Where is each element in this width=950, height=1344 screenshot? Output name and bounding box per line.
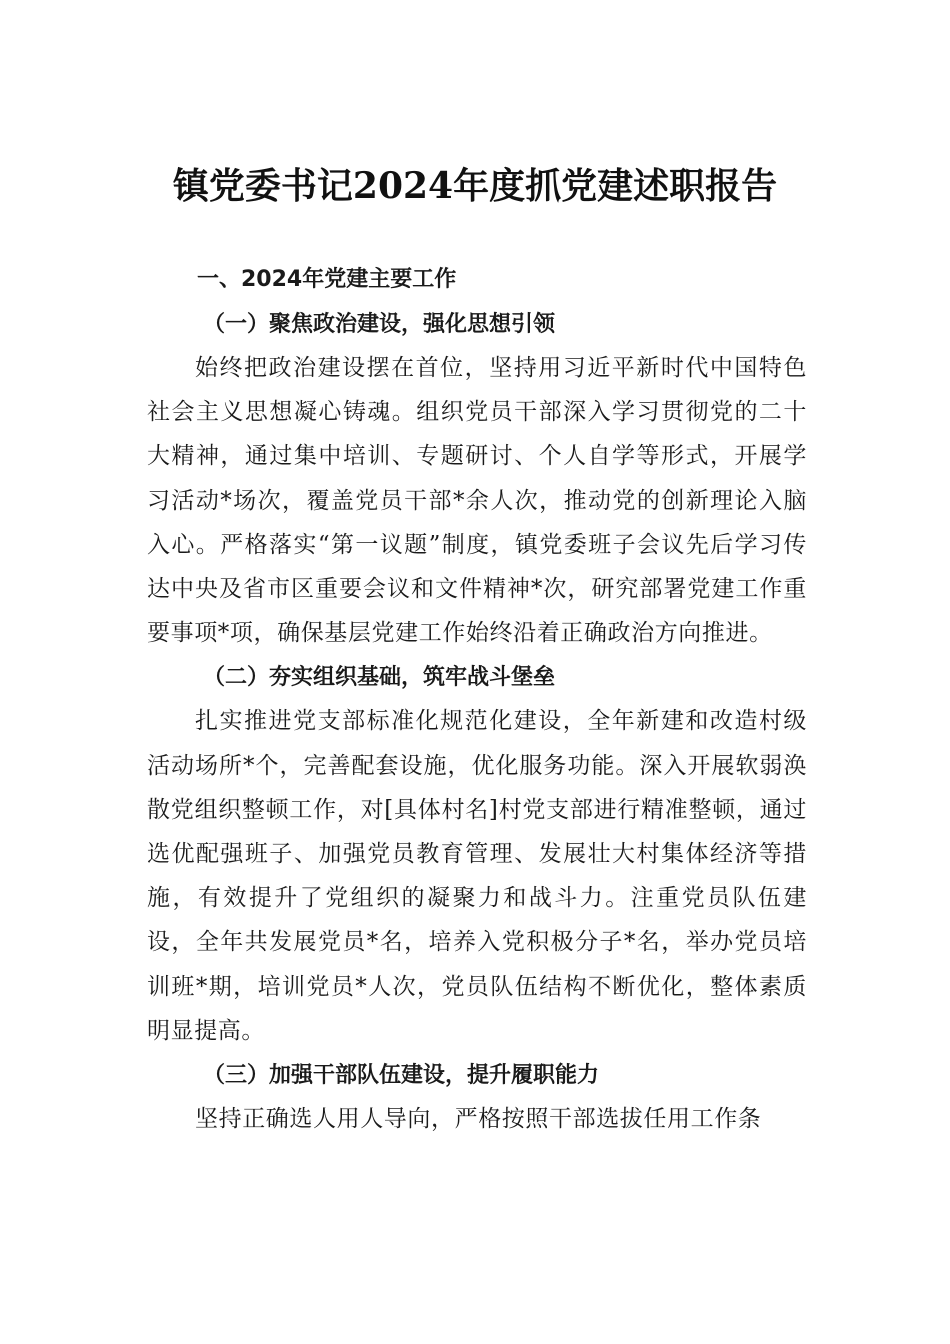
- paragraph-cadre-team: 坚持正确选人用人导向，严格按照干部选拔任用工作条: [195, 1106, 762, 1133]
- section-heading-1: 一、2024年党建主要工作: [197, 267, 457, 292]
- subsection-heading-3: （三）加强干部队伍建设，提升履职能力: [203, 1062, 600, 1089]
- subsection-heading-2: （二）夯实组织基础，筑牢战斗堡垒: [203, 664, 556, 691]
- paragraph-organization-foundation: 扎实推进党支部标准化规范化建设，全年新建和改造村级活动场所*个，完善配套设施，优化服务功能。深入开展软弱涣散党组织整顿工作，对[具体村名]村党支部进行精准整顿，通过选优配强班子、加强党员教育管理、发展壮大村集体经济等措施，有效提升了党组织的凝聚力和战斗力。注重党员队伍建设，全年共发展党员*名，培养入党积极分子*名，举办党员培训班*期，培训党员*人次，党员队伍结构不断优化，整体素质明显提高。: [147, 708, 807, 1044]
- document-title: 镇党委书记2024年度抓党建述职报告: [172, 165, 778, 207]
- document-body: [147, 258, 807, 1141]
- subsection-heading-1: （一）聚焦政治建设，强化思想引领: [203, 311, 556, 337]
- paragraph-political-building: 始终把政治建设摆在首位，坚持用习近平新时代中国特色社会主义思想凝心铸魂。组织党员干部深入学习贯彻党的二十大精神，通过集中培训、专题研讨、个人自学等形式，开展学习活动*场次，覆盖党员干部*余人次，推动党的创新理论入脑入心。严格落实“第一议题”制度，镇党委班子会议先后学习传达中央及省市区重要会议和文件精神*次，研究部署党建工作重要事项*项，确保基层党建工作始终沿着正确政治方向推进。: [147, 355, 807, 647]
